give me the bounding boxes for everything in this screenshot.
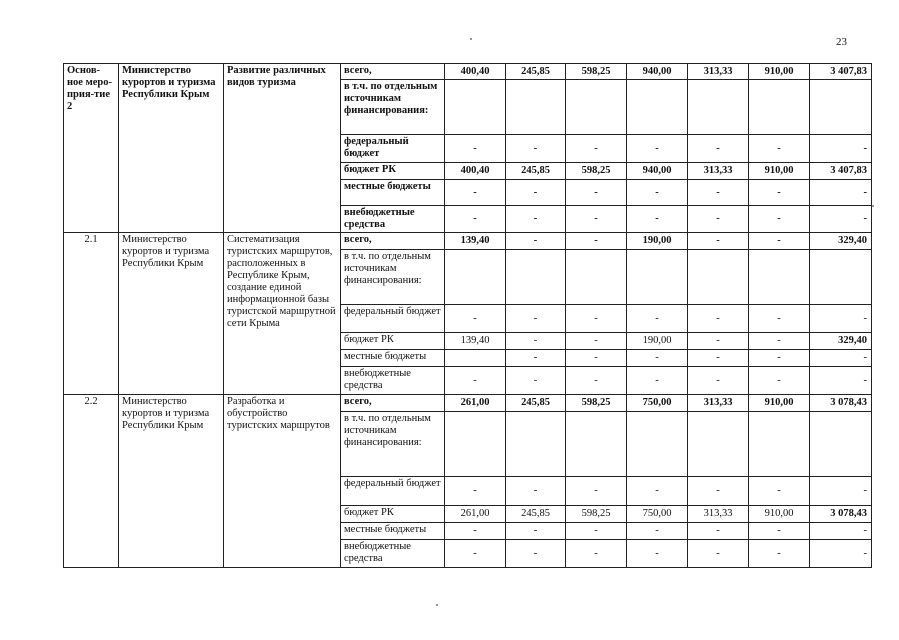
funding-source-label: внебюджетные средства — [341, 367, 445, 395]
year-value-cell: - — [688, 333, 749, 350]
year-value-cell: - — [749, 305, 810, 333]
year-value-cell: 190,00 — [627, 333, 688, 350]
year-value-cell: - — [506, 305, 566, 333]
year-value-cell: - — [749, 540, 810, 568]
year-value-cell: - — [566, 350, 627, 367]
year-value-cell: 261,00 — [445, 506, 506, 523]
year-value-cell: - — [566, 477, 627, 506]
total-value-cell: - — [810, 367, 872, 395]
year-value-cell: - — [627, 523, 688, 540]
funding-table — [63, 63, 872, 568]
funding-source-label: внебюджетные средства — [341, 206, 445, 233]
measure-name: Развитие различных видов туризма — [224, 64, 341, 233]
year-value-cell: - — [566, 233, 627, 250]
year-value-cell — [749, 412, 810, 477]
total-value-cell — [810, 412, 872, 477]
year-value-cell: 245,85 — [506, 395, 566, 412]
year-value-cell: - — [688, 180, 749, 206]
year-value-cell: 245,85 — [506, 506, 566, 523]
year-value-cell: - — [445, 135, 506, 163]
total-value-cell — [810, 250, 872, 305]
table-row — [64, 395, 872, 412]
year-value-cell — [749, 80, 810, 135]
total-value-cell: - — [810, 206, 872, 233]
year-value-cell: - — [627, 477, 688, 506]
year-value-cell: 400,40 — [445, 163, 506, 180]
year-value-cell: - — [445, 305, 506, 333]
responsible-executor: Министерство курортов и туризма Республики Крым — [119, 395, 224, 568]
funding-source-label: федеральный бюджет — [341, 135, 445, 163]
year-value-cell: - — [627, 305, 688, 333]
year-value-cell — [506, 412, 566, 477]
total-value-cell: - — [810, 477, 872, 506]
year-value-cell — [688, 80, 749, 135]
year-value-cell: - — [627, 350, 688, 367]
year-value-cell: - — [566, 333, 627, 350]
year-value-cell: - — [749, 206, 810, 233]
year-value-cell: - — [749, 333, 810, 350]
funding-source-label: федеральный бюджет — [341, 305, 445, 333]
year-value-cell — [445, 80, 506, 135]
year-value-cell — [445, 250, 506, 305]
year-value-cell: - — [627, 135, 688, 163]
total-value-cell: - — [810, 350, 872, 367]
year-value-cell: - — [566, 367, 627, 395]
total-value-cell: - — [810, 180, 872, 206]
year-value-cell: 190,00 — [627, 233, 688, 250]
funding-source-label: в т.ч. по отдельным источникам финансирования: — [341, 412, 445, 477]
year-value-cell: - — [627, 367, 688, 395]
funding-source-label: всего, — [341, 64, 445, 80]
year-value-cell: - — [506, 333, 566, 350]
year-value-cell — [566, 412, 627, 477]
funding-source-label: местные бюджеты — [341, 350, 445, 367]
measure-number: 2.2 — [64, 395, 119, 568]
year-value-cell: 750,00 — [627, 395, 688, 412]
year-value-cell — [627, 80, 688, 135]
year-value-cell: 910,00 — [749, 395, 810, 412]
funding-source-label: внебюджетные средства — [341, 540, 445, 568]
year-value-cell — [445, 412, 506, 477]
year-value-cell: 598,25 — [566, 506, 627, 523]
year-value-cell: - — [506, 367, 566, 395]
year-value-cell: - — [506, 477, 566, 506]
year-value-cell: - — [506, 206, 566, 233]
year-value-cell: - — [749, 233, 810, 250]
scan-speck — [436, 604, 438, 606]
year-value-cell: - — [566, 540, 627, 568]
year-value-cell: 313,33 — [688, 163, 749, 180]
year-value-cell: - — [688, 540, 749, 568]
page-number: 23 — [836, 36, 847, 48]
year-value-cell: - — [445, 540, 506, 568]
year-value-cell: 598,25 — [566, 163, 627, 180]
total-value-cell: - — [810, 135, 872, 163]
year-value-cell: 139,40 — [445, 333, 506, 350]
funding-source-label: всего, — [341, 233, 445, 250]
year-value-cell: - — [688, 135, 749, 163]
year-value-cell: 313,33 — [688, 64, 749, 80]
year-value-cell: - — [445, 523, 506, 540]
year-value-cell: - — [749, 180, 810, 206]
year-value-cell: - — [627, 180, 688, 206]
year-value-cell: - — [566, 135, 627, 163]
funding-source-label: бюджет РК — [341, 163, 445, 180]
year-value-cell: - — [749, 135, 810, 163]
total-value-cell: 3 407,83 — [810, 163, 872, 180]
year-value-cell: - — [506, 135, 566, 163]
year-value-cell: - — [749, 477, 810, 506]
total-value-cell: 329,40 — [810, 233, 872, 250]
year-value-cell: 598,25 — [566, 64, 627, 80]
total-value-cell — [810, 80, 872, 135]
funding-source-label: бюджет РК — [341, 333, 445, 350]
year-value-cell: - — [445, 206, 506, 233]
total-value-cell: 3 078,43 — [810, 506, 872, 523]
year-value-cell: - — [627, 540, 688, 568]
year-value-cell: - — [688, 367, 749, 395]
year-value-cell: 313,33 — [688, 506, 749, 523]
year-value-cell — [566, 250, 627, 305]
responsible-executor: Министерство курортов и туризма Республики Крым — [119, 64, 224, 233]
year-value-cell: - — [506, 180, 566, 206]
funding-source-label: в т.ч. по отдельным источникам финансирования: — [341, 80, 445, 135]
year-value-cell: - — [445, 367, 506, 395]
year-value-cell: - — [566, 180, 627, 206]
funding-source-label: всего, — [341, 395, 445, 412]
year-value-cell: 940,00 — [627, 163, 688, 180]
total-value-cell: - — [810, 540, 872, 568]
funding-source-label: местные бюджеты — [341, 523, 445, 540]
year-value-cell: 910,00 — [749, 64, 810, 80]
measure-number: 2.1 — [64, 233, 119, 395]
table-row — [64, 233, 872, 250]
total-value-cell: - — [810, 305, 872, 333]
measure-number: Основ-ное меро-прия-тие 2 — [64, 64, 119, 233]
funding-source-label: в т.ч. по отдельным источникам финансирования: — [341, 250, 445, 305]
year-value-cell: - — [749, 367, 810, 395]
year-value-cell — [566, 80, 627, 135]
total-value-cell: 329,40 — [810, 333, 872, 350]
year-value-cell: 750,00 — [627, 506, 688, 523]
measure-name: Разработка и обустройство туристских маршрутов — [224, 395, 341, 568]
total-value-cell: 3 078,43 — [810, 395, 872, 412]
year-value-cell: 598,25 — [566, 395, 627, 412]
total-value-cell: - — [810, 523, 872, 540]
year-value-cell — [627, 412, 688, 477]
year-value-cell: - — [688, 206, 749, 233]
year-value-cell — [506, 80, 566, 135]
year-value-cell: 245,85 — [506, 64, 566, 80]
year-value-cell — [749, 250, 810, 305]
scan-speck — [872, 205, 874, 207]
year-value-cell: - — [566, 523, 627, 540]
year-value-cell: 910,00 — [749, 506, 810, 523]
year-value-cell: - — [688, 523, 749, 540]
year-value-cell: - — [445, 180, 506, 206]
year-value-cell: - — [445, 477, 506, 506]
total-value-cell: 3 407,83 — [810, 64, 872, 80]
year-value-cell: 910,00 — [749, 163, 810, 180]
year-value-cell: 245,85 — [506, 163, 566, 180]
year-value-cell: - — [688, 233, 749, 250]
year-value-cell: - — [506, 233, 566, 250]
year-value-cell — [506, 250, 566, 305]
year-value-cell: - — [688, 305, 749, 333]
year-value-cell: 261,00 — [445, 395, 506, 412]
year-value-cell: - — [506, 350, 566, 367]
year-value-cell: - — [627, 206, 688, 233]
year-value-cell: - — [688, 350, 749, 367]
table-row — [64, 64, 872, 80]
year-value-cell — [688, 412, 749, 477]
year-value-cell: 139,40 — [445, 233, 506, 250]
year-value-cell — [688, 250, 749, 305]
year-value-cell: - — [688, 477, 749, 506]
year-value-cell: 400,40 — [445, 64, 506, 80]
year-value-cell: 313,33 — [688, 395, 749, 412]
year-value-cell: - — [749, 350, 810, 367]
year-value-cell — [627, 250, 688, 305]
year-value-cell: - — [566, 305, 627, 333]
year-value-cell: - — [506, 523, 566, 540]
responsible-executor: Министерство курортов и туризма Республики Крым — [119, 233, 224, 395]
year-value-cell: - — [506, 540, 566, 568]
year-value-cell: 940,00 — [627, 64, 688, 80]
funding-source-label: местные бюджеты — [341, 180, 445, 206]
measure-name: Систематизация туристских маршрутов, расположенных в Республике Крым, создание единой информационной базы туристской маршрутной сети Крыма — [224, 233, 341, 395]
year-value-cell: - — [566, 206, 627, 233]
funding-source-label: федеральный бюджет — [341, 477, 445, 506]
year-value-cell — [445, 350, 506, 367]
scan-speck — [470, 38, 472, 40]
funding-source-label: бюджет РК — [341, 506, 445, 523]
year-value-cell: - — [749, 523, 810, 540]
